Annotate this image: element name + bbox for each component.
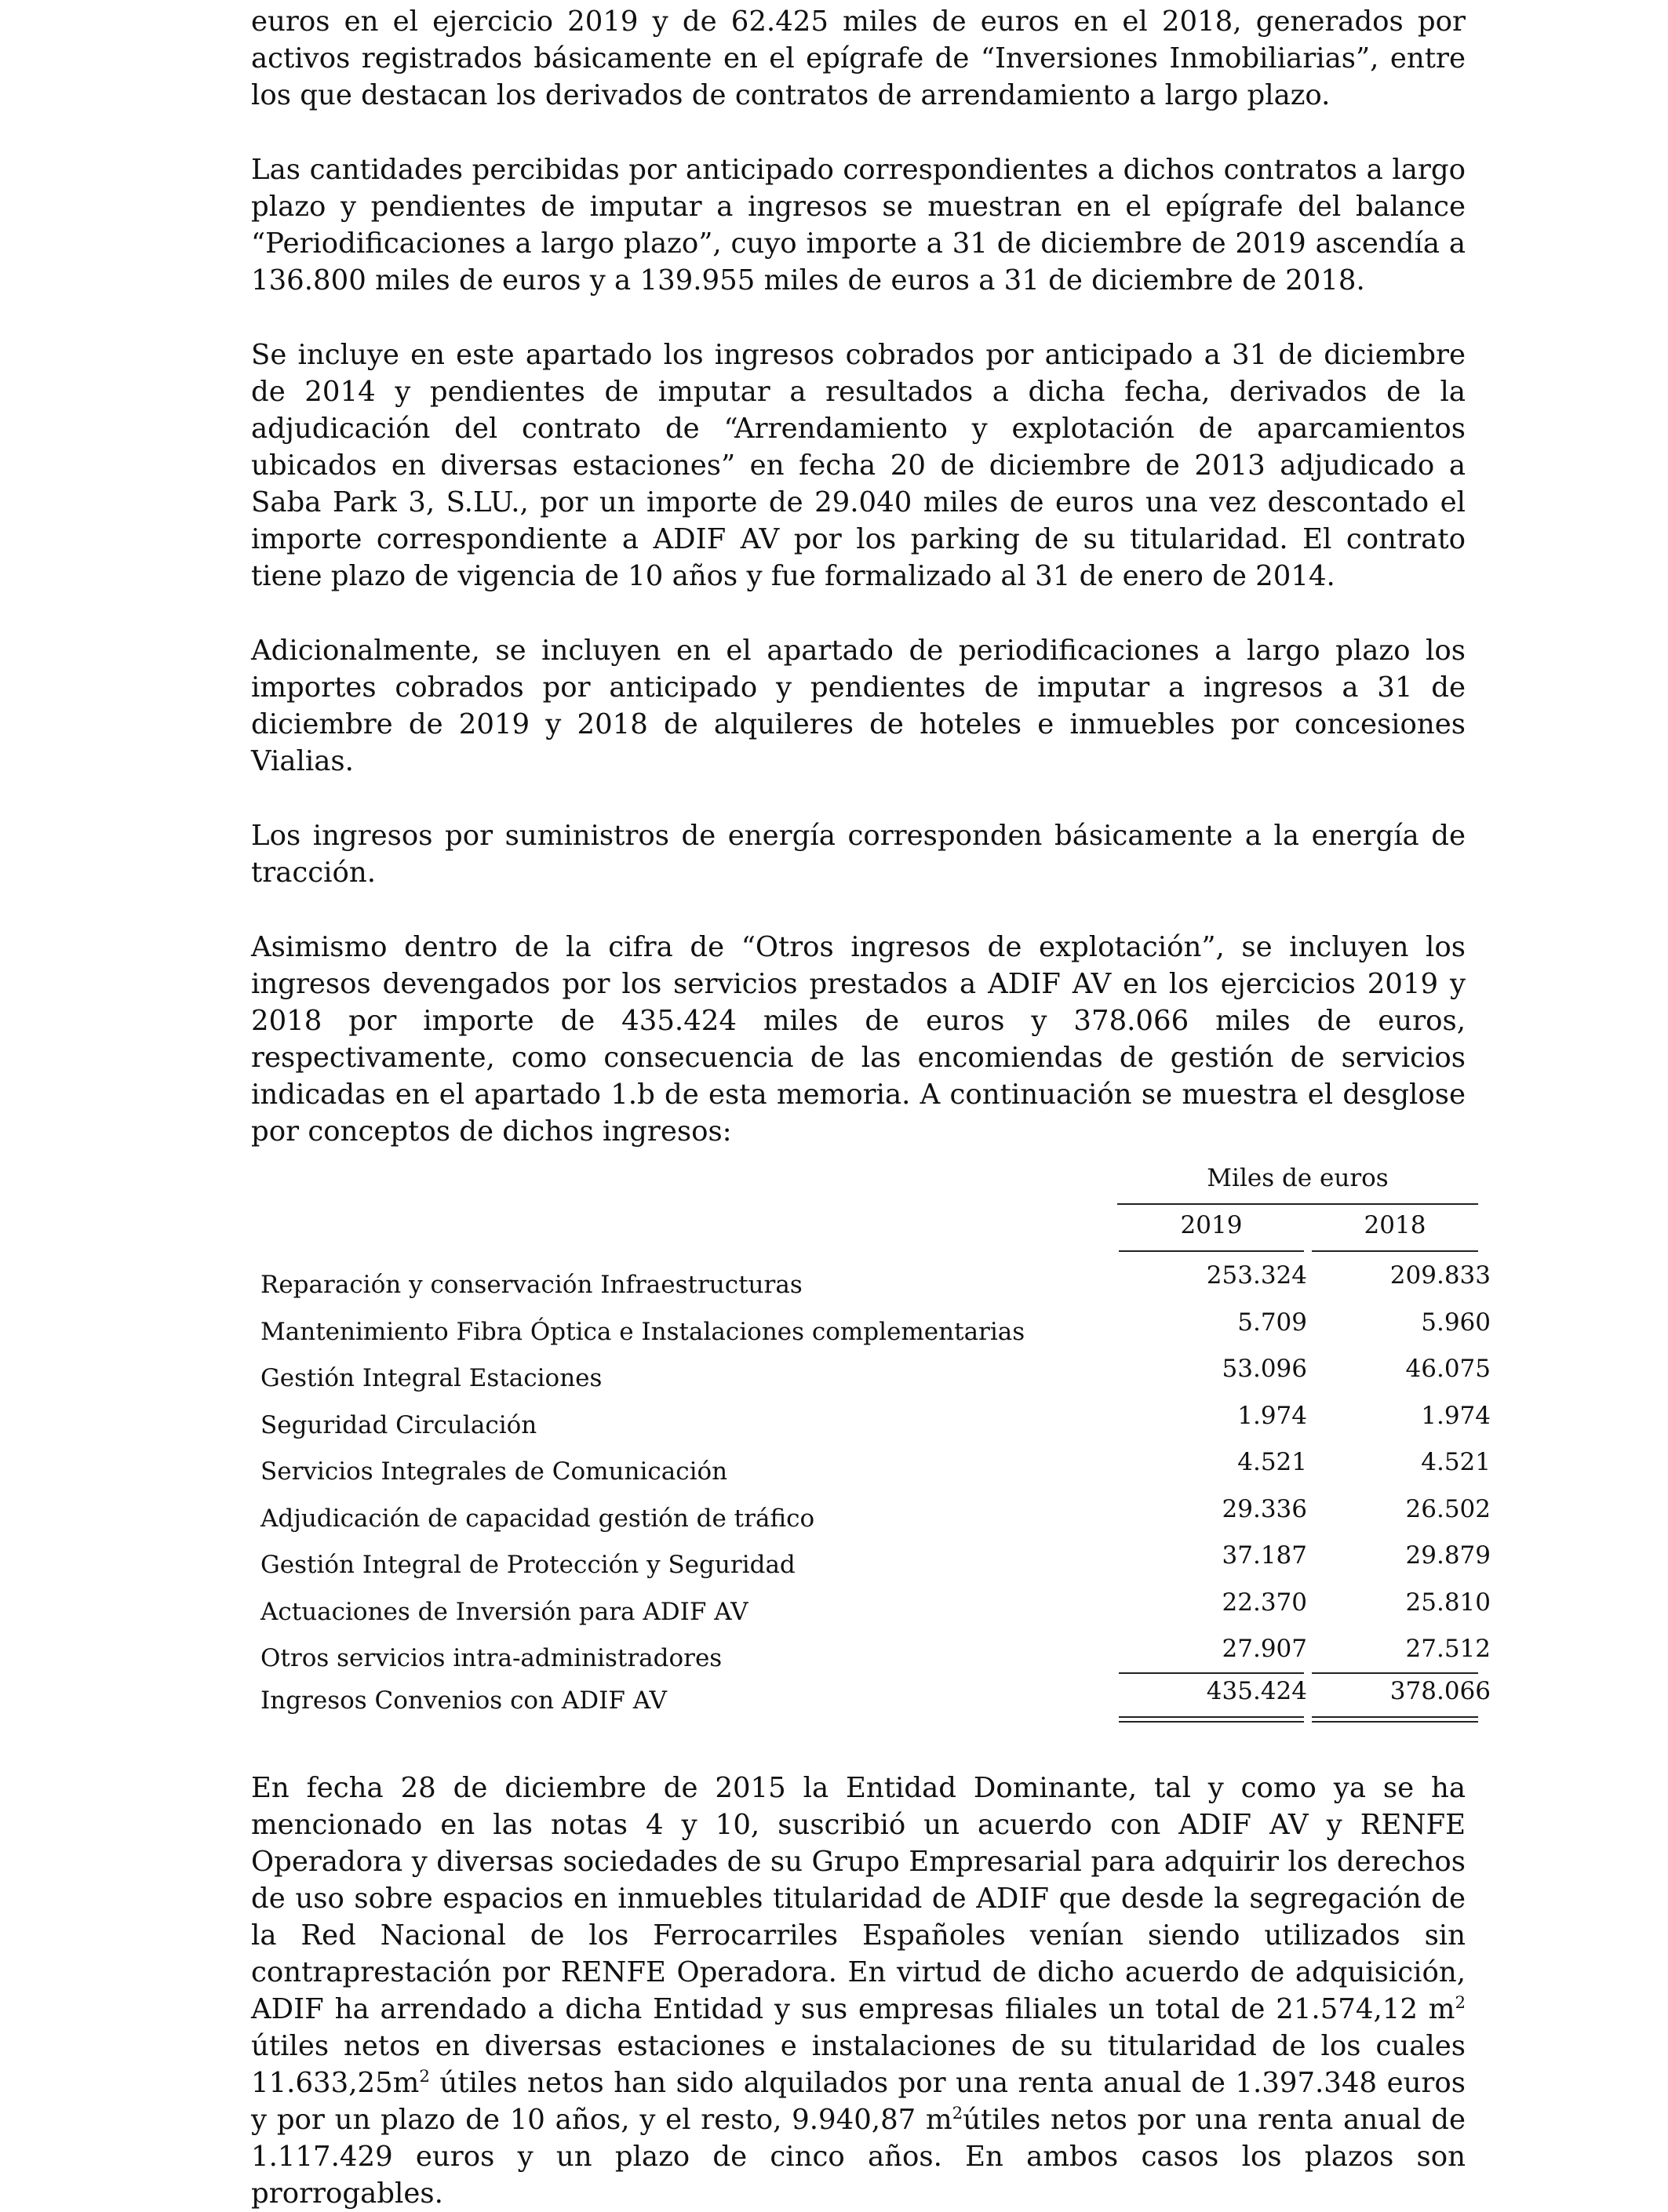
paragraph-parking-contract: Se incluye en este apartado los ingresos cobrados por anticipado a 31 de diciembre de 2014 y pendientes de imputar a resultados a dicha fecha, derivados de la adjudicación del contrato de “Arrendamiento y explotación de aparcamientos ubicados en diversas estaciones” en fecha 20 de diciembre de 2013 adjudicado a Saba Park 3, S.LU., por un importe de 29.040 miles de euros una vez descontado el importe correspondiente a ADIF AV por los parking de su titularidad. El contrato tiene plazo de vigencia de 10 años y fue formalizado al 31 de enero de 2014. xyxy=(251,339,1466,592)
row-value-2019: 53.096 xyxy=(1222,1355,1307,1383)
row-label: Gestión Integral Estaciones xyxy=(260,1364,603,1392)
row-label: Seguridad Circulación xyxy=(260,1410,537,1439)
row-value-2018: 26.502 xyxy=(1405,1494,1491,1523)
total-value-2018: 378.066 xyxy=(1389,1677,1491,1705)
paragraph-rental-income: euros en el ejercicio 2019 y de 62.425 miles de euros en el 2018, generados por activos registrados básicamente en el epígrafe de “Inversiones Inmobiliarias”, entre los que destacan los derivados de contratos de arrendamiento a largo plazo. xyxy=(251,5,1466,111)
total-value-2019: 435.424 xyxy=(1206,1677,1307,1705)
paragraph-adif-services: Asimismo dentro de la cifra de “Otros ingresos de explotación”, se incluyen los ingresos devengados por los servicios prestados a ADIF AV en los ejercicios 2019 y 2018 por importe de 435.424 miles de euros y 378.066 miles de euros, respectivamente, como consecuencia de las encomiendas de gestión de servicios indicadas en el apartado 1.b de esta memoria. A continuación se muestra el desglose por conceptos de dichos ingresos: xyxy=(251,931,1466,1148)
row-label: Otros servicios intra-administradores xyxy=(260,1644,723,1672)
row-value-2018: 25.810 xyxy=(1405,1588,1491,1617)
column-header-2019: 2019 xyxy=(1180,1211,1243,1239)
table-total-row xyxy=(260,1675,1489,1723)
row-value-2018: 4.521 xyxy=(1421,1448,1491,1476)
row-label: Actuaciones de Inversión para ADIF AV xyxy=(260,1597,748,1626)
paragraph-space-lease-agreement: En fecha 28 de diciembre de 2015 la Entidad Dominante, tal y como ya se ha mencionado en las notas 4 y 10, suscribió un acuerdo con ADIF AV y RENFE Operadora y diversas sociedades de su Grupo Empresarial para adquirir los derechos de uso sobre espacios en inmuebles titularidad de ADIF que desde la segregación de la Red Nacional de los Ferrocarriles Españoles venían siendo utilizados sin contraprestación por RENFE Operadora. En virtud de dicho acuerdo de adquisición, ADIF ha arrendado a dicha Entidad y sus empresas filiales un total de 21.574,12 $m^2$ útiles netos en diversas estaciones e instalaciones de su titularidad de los cuales $11.633,25m^2$ útiles netos han sido alquilados por una renta anual de 1.397.348 euros y por un plazo de 10 años, y el resto, 9.940,87 $m^2útiles$ netos por una renta anual de 1.117.429 euros y un plazo de cinco años. En ambos casos los plazos son prorrogables. xyxy=(251,1772,1466,2210)
row-value-2019: 5.709 xyxy=(1237,1308,1307,1337)
table-row xyxy=(260,1540,1489,1587)
row-value-2018: 209.833 xyxy=(1389,1261,1491,1290)
subtotal-rule-2019 xyxy=(1119,1672,1304,1674)
row-value-2018: 29.879 xyxy=(1405,1541,1491,1570)
paragraph-vialias-concessions: Adicionalmente, se incluyen en el apartado de periodificaciones a largo plazo los importes cobrados por anticipado y pendientes de imputar a ingresos a 31 de diciembre de 2019 y 2018 de alquileres de hoteles e inmuebles por concesiones Vialias. xyxy=(251,635,1466,777)
total-double-rule-2018 xyxy=(1312,1716,1478,1723)
subtotal-rule-2018 xyxy=(1312,1672,1478,1674)
year-rule-2018 xyxy=(1312,1250,1478,1252)
row-value-2019: 253.324 xyxy=(1206,1261,1307,1290)
row-value-2019: 27.907 xyxy=(1222,1635,1307,1663)
row-label: Adjudicación de capacidad gestión de tráfico xyxy=(260,1504,815,1533)
table-row xyxy=(260,1260,1489,1307)
year-rule-2019 xyxy=(1119,1250,1304,1252)
row-label: Reparación y conservación Infraestructuras xyxy=(260,1271,803,1299)
row-label: Gestión Integral de Protección y Seguridad xyxy=(260,1551,796,1579)
row-label: Servicios Integrales de Comunicación xyxy=(260,1457,728,1486)
row-value-2019: 37.187 xyxy=(1222,1541,1307,1570)
row-value-2018: 46.075 xyxy=(1405,1355,1491,1383)
table-row xyxy=(260,1493,1489,1541)
paragraph-energy-supply: Los ingresos por suministros de energía corresponden básicamente a la energía de tracción. xyxy=(251,820,1466,889)
table-header-rule xyxy=(1117,1203,1478,1205)
table-row xyxy=(260,1633,1489,1680)
row-value-2019: 4.521 xyxy=(1237,1448,1307,1476)
services-income-table xyxy=(251,1150,1491,1730)
row-value-2018: 1.974 xyxy=(1421,1401,1491,1430)
row-value-2018: 5.960 xyxy=(1421,1308,1491,1337)
table-row xyxy=(260,1400,1489,1447)
table-row xyxy=(260,1353,1489,1400)
total-double-rule-2019 xyxy=(1119,1716,1304,1723)
row-value-2018: 27.512 xyxy=(1405,1635,1491,1663)
document-page xyxy=(251,3,1491,2212)
row-value-2019: 1.974 xyxy=(1237,1401,1307,1430)
row-value-2019: 29.336 xyxy=(1222,1494,1307,1523)
column-header-2018: 2018 xyxy=(1364,1211,1426,1239)
table-row xyxy=(260,1587,1489,1634)
total-label: Ingresos Convenios con ADIF AV xyxy=(260,1686,667,1715)
row-value-2019: 22.370 xyxy=(1222,1588,1307,1617)
table-group-header: Miles de euros xyxy=(1207,1164,1389,1192)
table-row xyxy=(260,1446,1489,1493)
table-row xyxy=(260,1307,1489,1354)
paragraph-long-term-accruals: Las cantidades percibidas por anticipado correspondientes a dichos contratos a largo plazo y pendientes de imputar a ingresos se muestran en el epígrafe del balance “Periodificaciones a largo plazo”, cuyo importe a 31 de diciembre de 2019 ascendía a 136.800 miles de euros y a 139.955 miles de euros a 31 de diciembre de 2018. xyxy=(251,154,1466,297)
row-label: Mantenimiento Fibra Óptica e Instalaciones complementarias xyxy=(260,1317,1025,1346)
